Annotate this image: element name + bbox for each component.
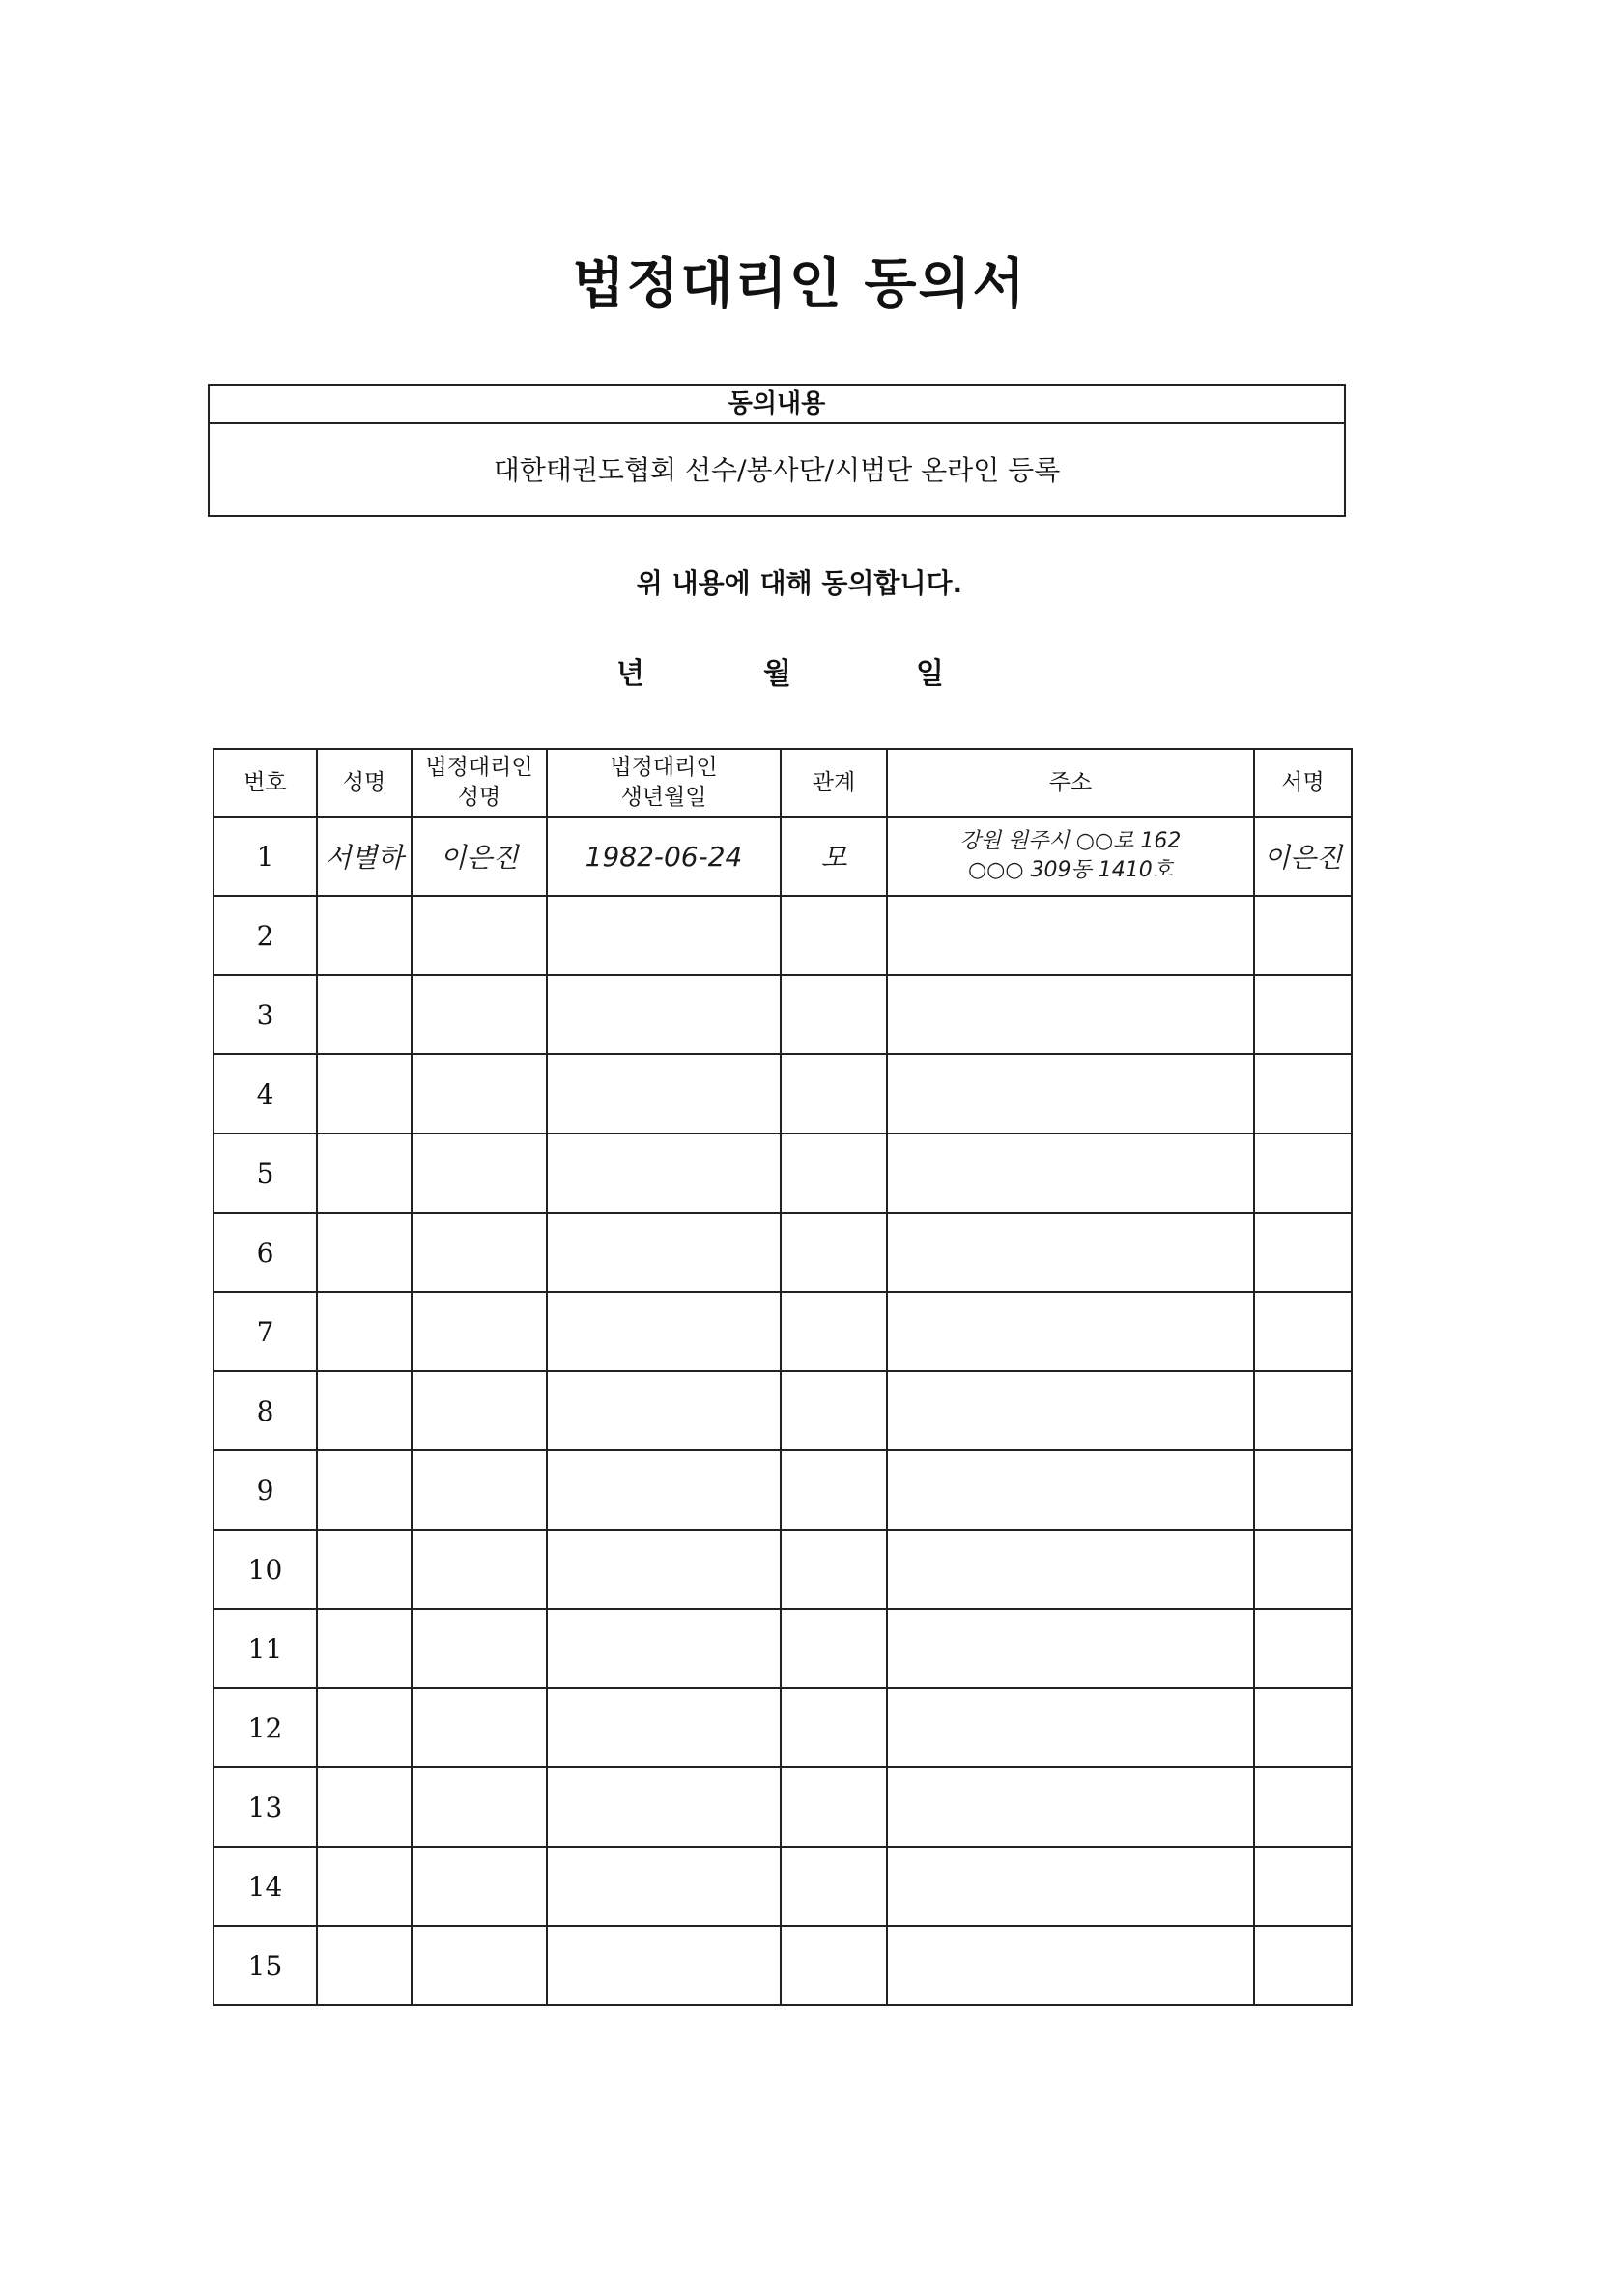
address-cell bbox=[887, 1292, 1254, 1371]
player-name-cell bbox=[317, 1926, 412, 2005]
player-name-cell bbox=[317, 1688, 412, 1767]
guardian-birth-cell bbox=[547, 1134, 781, 1213]
header-relation: 관계 bbox=[781, 749, 887, 817]
page-title: 법정대리인 동의서 bbox=[572, 252, 1027, 316]
signature-cell bbox=[1254, 1450, 1352, 1530]
signature-cell bbox=[1254, 975, 1352, 1054]
player-name-cell bbox=[317, 1767, 412, 1847]
player-name-cell bbox=[317, 1847, 412, 1926]
player-name-cell bbox=[317, 1292, 412, 1371]
guardian-birth-cell bbox=[547, 1213, 781, 1292]
relation-cell bbox=[781, 1926, 887, 2005]
guardian-name-cell bbox=[412, 1371, 547, 1450]
player-name-cell bbox=[317, 1609, 412, 1688]
address-cell bbox=[887, 1371, 1254, 1450]
address-cell bbox=[887, 1847, 1254, 1926]
consent-body: 대한태권도협회 선수/봉사단/시범단 온라인 등록 bbox=[493, 454, 1061, 486]
address-cell bbox=[887, 1450, 1254, 1530]
guardian-birth-cell bbox=[547, 1450, 781, 1530]
guardian-name-cell bbox=[412, 896, 547, 975]
table-row bbox=[214, 1926, 1352, 2005]
row-number-cell: 11 bbox=[214, 1609, 317, 1688]
relation-cell bbox=[781, 1371, 887, 1450]
signature-cell bbox=[1254, 1292, 1352, 1371]
table-row bbox=[214, 1054, 1352, 1134]
player-name-cell: 서별하 bbox=[317, 817, 412, 896]
guardian-table bbox=[213, 748, 1353, 2006]
guardian-birth-cell bbox=[547, 1371, 781, 1450]
row-number-cell: 9 bbox=[214, 1450, 317, 1530]
address-cell bbox=[887, 1530, 1254, 1609]
relation-cell bbox=[781, 1847, 887, 1926]
guardian-birth-cell bbox=[547, 896, 781, 975]
table-row bbox=[214, 1134, 1352, 1213]
player-name-cell bbox=[317, 975, 412, 1054]
row-number-cell: 10 bbox=[214, 1530, 317, 1609]
address-cell bbox=[887, 1688, 1254, 1767]
player-name-cell bbox=[317, 1371, 412, 1450]
player-name-cell bbox=[317, 896, 412, 975]
player-name-cell bbox=[317, 1450, 412, 1530]
address-cell bbox=[887, 975, 1254, 1054]
relation-cell bbox=[781, 1767, 887, 1847]
guardian-birth-cell bbox=[547, 1926, 781, 2005]
guardian-name-cell bbox=[412, 975, 547, 1054]
header-guardian-birth: 법정대리인 생년월일 bbox=[547, 749, 781, 817]
guardian-name-cell bbox=[412, 1847, 547, 1926]
row-number-cell: 6 bbox=[214, 1213, 317, 1292]
guardian-name-cell bbox=[412, 1767, 547, 1847]
guardian-birth-cell bbox=[547, 1609, 781, 1688]
table-row bbox=[214, 1213, 1352, 1292]
row-number-cell: 3 bbox=[214, 975, 317, 1054]
guardian-name-cell bbox=[412, 1054, 547, 1134]
relation-cell bbox=[781, 975, 887, 1054]
guardian-name-cell: 이은진 bbox=[412, 817, 547, 896]
table-header-row bbox=[214, 749, 1352, 817]
header-no: 번호 bbox=[214, 749, 317, 817]
guardian-birth-cell: 1982-06-24 bbox=[547, 817, 781, 896]
relation-cell bbox=[781, 1450, 887, 1530]
address-cell bbox=[887, 1926, 1254, 2005]
address-line-1: 강원 원주시 ○○로 162 bbox=[959, 829, 1182, 853]
table-row bbox=[214, 1371, 1352, 1450]
relation-cell bbox=[781, 1688, 887, 1767]
address-cell bbox=[887, 1609, 1254, 1688]
guardian-name-cell bbox=[412, 1134, 547, 1213]
guardian-name-cell bbox=[412, 1530, 547, 1609]
row-number-cell: 1 bbox=[214, 817, 317, 896]
agree-statement: 위 내용에 대해 동의합니다. bbox=[636, 567, 963, 599]
relation-cell: 모 bbox=[781, 817, 887, 896]
table-row bbox=[214, 1767, 1352, 1847]
guardian-birth-cell bbox=[547, 1688, 781, 1767]
table-row bbox=[214, 896, 1352, 975]
date-year-label: 년 bbox=[616, 657, 644, 691]
relation-cell bbox=[781, 1213, 887, 1292]
table-row bbox=[214, 1530, 1352, 1609]
table-row bbox=[214, 1847, 1352, 1926]
table-row bbox=[214, 1688, 1352, 1767]
date-month-label: 월 bbox=[763, 657, 791, 691]
signature-cell bbox=[1254, 1847, 1352, 1926]
signature-cell bbox=[1254, 1609, 1352, 1688]
relation-cell bbox=[781, 1054, 887, 1134]
player-name-cell bbox=[317, 1134, 412, 1213]
row-number-cell: 12 bbox=[214, 1688, 317, 1767]
address-cell bbox=[887, 1213, 1254, 1292]
header-signature: 서명 bbox=[1254, 749, 1352, 817]
relation-cell bbox=[781, 1292, 887, 1371]
signature-cell bbox=[1254, 1054, 1352, 1134]
address-line-2: ○○○ 309동 1410호 bbox=[967, 858, 1174, 882]
guardian-name-cell bbox=[412, 1609, 547, 1688]
relation-cell bbox=[781, 1134, 887, 1213]
row-number-cell: 2 bbox=[214, 896, 317, 975]
guardian-name-cell bbox=[412, 1688, 547, 1767]
guardian-name-cell bbox=[412, 1926, 547, 2005]
guardian-birth-cell bbox=[547, 975, 781, 1054]
signature-cell bbox=[1254, 1767, 1352, 1847]
row-number-cell: 7 bbox=[214, 1292, 317, 1371]
guardian-birth-cell bbox=[547, 1054, 781, 1134]
table-row bbox=[214, 817, 1352, 896]
signature-cell: 이은진 bbox=[1254, 817, 1352, 896]
table-row bbox=[214, 975, 1352, 1054]
table-row bbox=[214, 1609, 1352, 1688]
row-number-cell: 8 bbox=[214, 1371, 317, 1450]
signature-cell bbox=[1254, 1530, 1352, 1609]
address-cell bbox=[887, 1054, 1254, 1134]
header-guardian-name: 법정대리인 성명 bbox=[412, 749, 547, 817]
relation-cell bbox=[781, 1530, 887, 1609]
guardian-name-cell bbox=[412, 1292, 547, 1371]
signature-cell bbox=[1254, 1134, 1352, 1213]
table-row bbox=[214, 1450, 1352, 1530]
relation-cell bbox=[781, 1609, 887, 1688]
row-number-cell: 14 bbox=[214, 1847, 317, 1926]
row-number-cell: 13 bbox=[214, 1767, 317, 1847]
header-address: 주소 bbox=[887, 749, 1254, 817]
row-number-cell: 4 bbox=[214, 1054, 317, 1134]
header-name: 성명 bbox=[317, 749, 412, 817]
guardian-birth-cell bbox=[547, 1767, 781, 1847]
guardian-name-cell bbox=[412, 1450, 547, 1530]
consent-box bbox=[208, 384, 1346, 517]
table-body bbox=[214, 817, 1352, 2005]
date-day-label: 일 bbox=[916, 657, 944, 691]
signature-cell bbox=[1254, 1371, 1352, 1450]
guardian-name-cell bbox=[412, 1213, 547, 1292]
guardian-birth-cell bbox=[547, 1530, 781, 1609]
signature-cell bbox=[1254, 1688, 1352, 1767]
player-name-cell bbox=[317, 1530, 412, 1609]
guardian-birth-cell bbox=[547, 1292, 781, 1371]
address-cell bbox=[887, 1767, 1254, 1847]
row-number-cell: 5 bbox=[214, 1134, 317, 1213]
consent-header: 동의내용 bbox=[210, 386, 1344, 424]
table-row bbox=[214, 1292, 1352, 1371]
relation-cell bbox=[781, 896, 887, 975]
address-cell bbox=[887, 817, 1254, 896]
guardian-birth-cell bbox=[547, 1847, 781, 1926]
signature-cell bbox=[1254, 1926, 1352, 2005]
signature-cell bbox=[1254, 896, 1352, 975]
signature-cell bbox=[1254, 1213, 1352, 1292]
address-cell bbox=[887, 1134, 1254, 1213]
row-number-cell: 15 bbox=[214, 1926, 317, 2005]
player-name-cell bbox=[317, 1054, 412, 1134]
address-cell bbox=[887, 896, 1254, 975]
player-name-cell bbox=[317, 1213, 412, 1292]
